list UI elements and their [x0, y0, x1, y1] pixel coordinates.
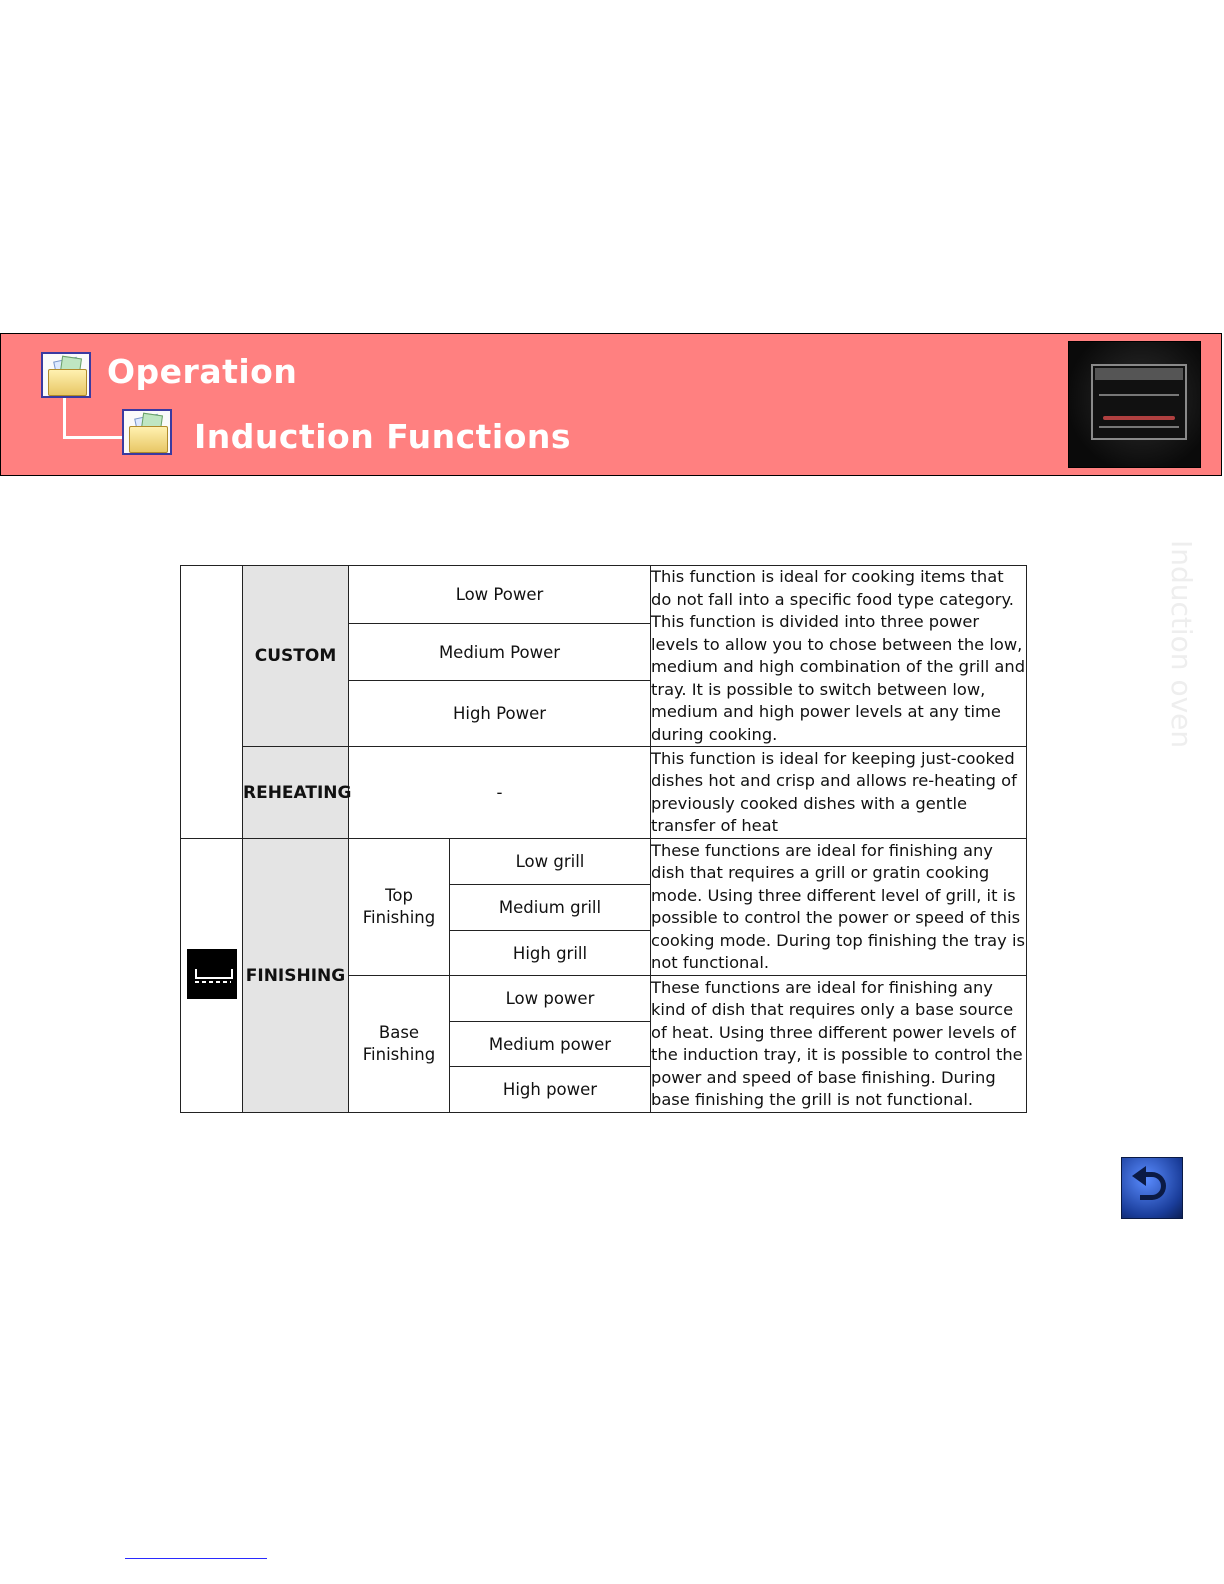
- functions-table-custom: [180, 565, 1027, 839]
- level-cell: High Power: [349, 680, 651, 746]
- bottom-link-underline[interactable]: [125, 1558, 267, 1559]
- category-cell: REHEATING: [243, 747, 349, 839]
- subsection-title[interactable]: Induction Functions: [194, 417, 572, 456]
- level-cell: Medium power: [450, 1022, 651, 1067]
- level-cell: High power: [450, 1067, 651, 1113]
- level-cell: Medium grill: [450, 885, 651, 931]
- icon-cell-empty: [181, 566, 243, 839]
- functions-table-finishing: [180, 838, 1027, 1113]
- oven-photo: [1068, 341, 1201, 468]
- description-cell: These functions are ideal for finishing any dish that requires a grill or gratin cooking mode. Using three different level of grill, it is possible to control the power or speed of this cooking mode. During top finishing the tray is not functional.: [651, 839, 1027, 976]
- icon-cell: [181, 839, 243, 1113]
- description-cell: These functions are ideal for finishing any kind of dish that requires only a base source of heat. Using three different power levels of the induction tray, it is possible to control the power and speed of base finishing. During base finishing the grill is not functional.: [651, 976, 1027, 1113]
- folder-icon[interactable]: [122, 409, 172, 455]
- folder-icon[interactable]: [41, 352, 91, 398]
- level-cell: Low Power: [349, 566, 651, 624]
- subgroup-cell: Base Finishing: [349, 976, 450, 1113]
- back-button[interactable]: [1121, 1157, 1183, 1219]
- side-watermark: Induction oven: [1165, 540, 1198, 749]
- level-cell: High grill: [450, 931, 651, 976]
- level-cell: Low grill: [450, 839, 651, 885]
- description-cell: This function is ideal for keeping just-cooked dishes hot and crisp and allows re-heating of previously cooked dishes with a gentle transfer of heat: [651, 747, 1027, 839]
- description-cell: This function is ideal for cooking items that do not fall into a specific food type category. This function is divided into three power levels to allow you to chose between the low, medium and high combination of the grill and tray. It is possible to switch between low, medium and high power levels at any time during cooking.: [651, 566, 1027, 747]
- subgroup-cell: Top Finishing: [349, 839, 450, 976]
- level-cell: Low power: [450, 976, 651, 1022]
- level-cell: Medium Power: [349, 624, 651, 681]
- finishing-tray-icon: [187, 949, 237, 999]
- level-cell: -: [349, 747, 651, 839]
- section-header: [0, 333, 1222, 476]
- tree-connector: [63, 398, 124, 439]
- category-cell: FINISHING: [243, 839, 349, 1113]
- category-cell: CUSTOM: [243, 566, 349, 747]
- section-title[interactable]: Operation: [107, 352, 298, 391]
